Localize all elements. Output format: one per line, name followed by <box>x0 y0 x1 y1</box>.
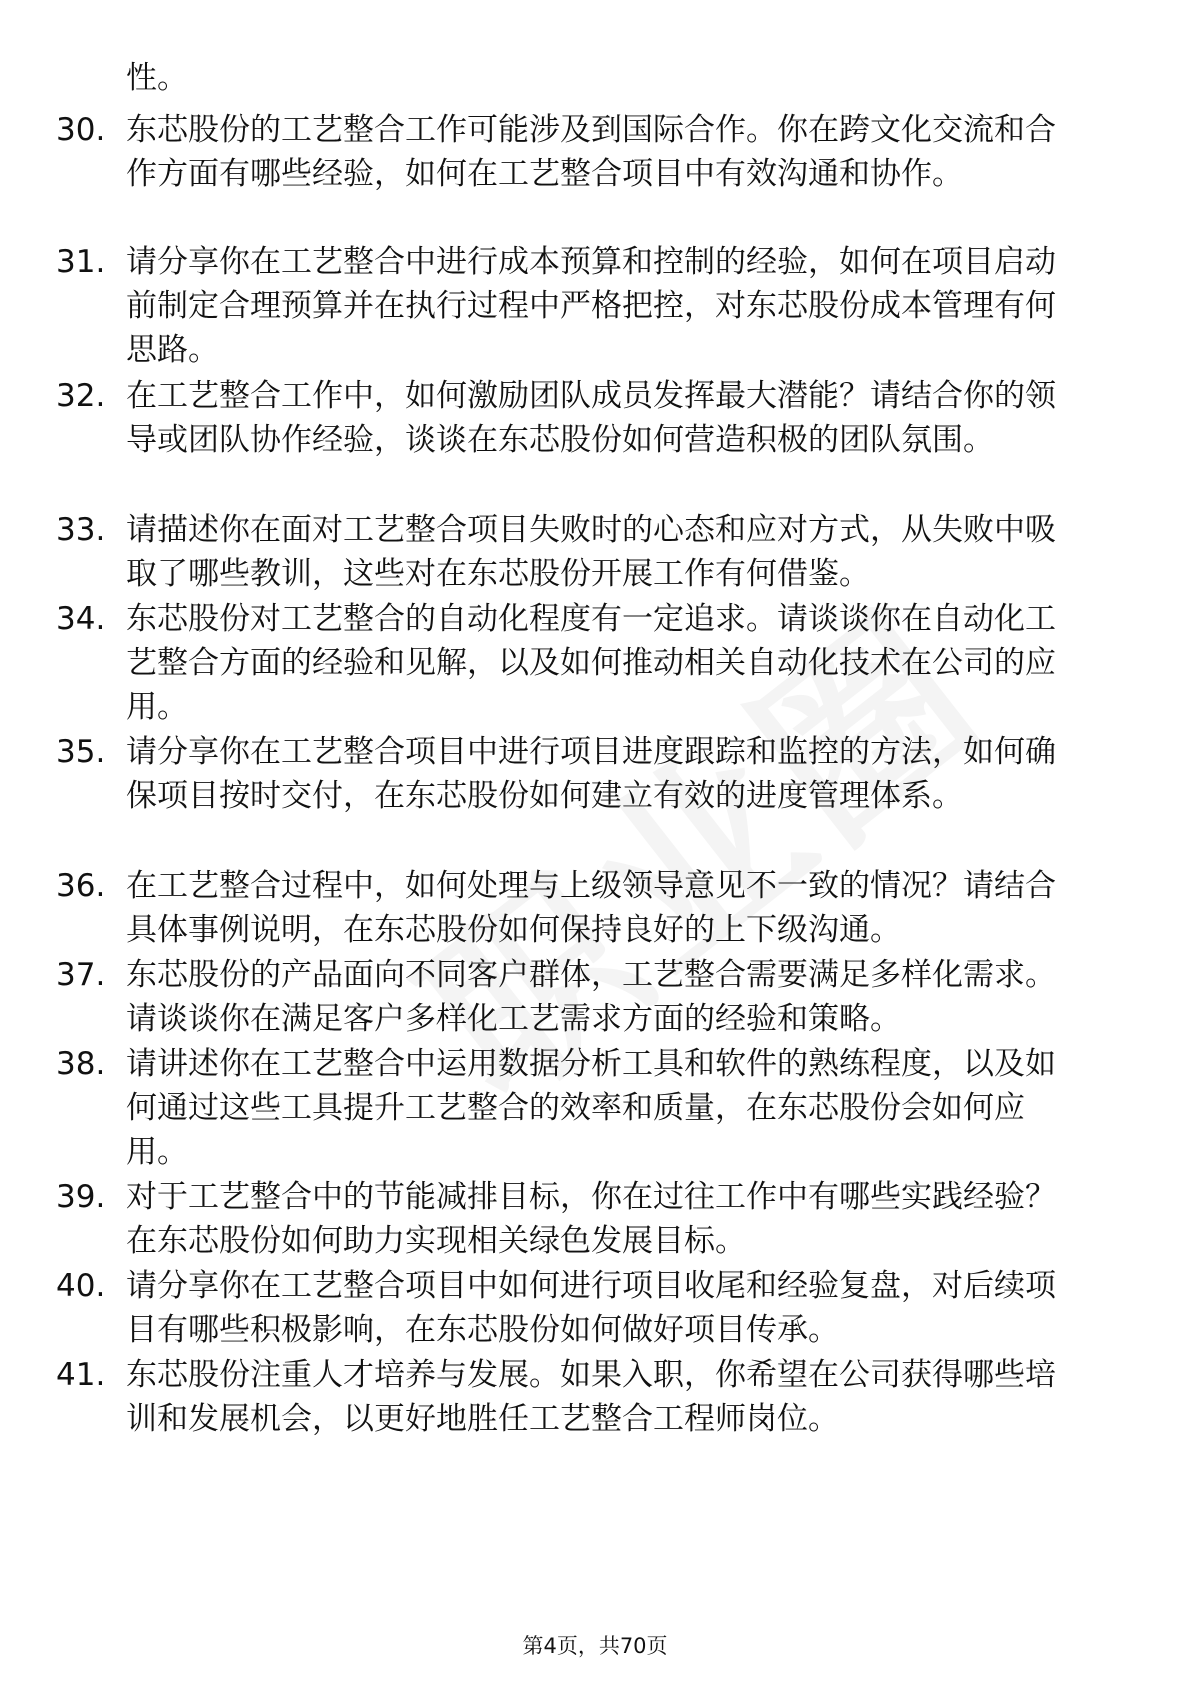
question-number: 33. <box>56 512 106 548</box>
question-text: 对于工艺整合中的节能减排目标，你在过往工作中有哪些实践经验？在东芯股份如何助力实现相关绿色发展目标。 <box>126 1179 1056 1259</box>
question-text: 东芯股份的工艺整合工作可能涉及到国际合作。你在跨文化交流和合作方面有哪些经验，如何在工艺整合项目中有效沟通和协作。 <box>126 112 1056 192</box>
question-text: 东芯股份对工艺整合的自动化程度有一定追求。请谈谈你在自动化工艺整合方面的经验和见解，以及如何推动相关自动化技术在公司的应用。 <box>126 601 1056 725</box>
question-number: 41. <box>56 1357 106 1393</box>
question-text: 东芯股份的产品面向不同客户群体，工艺整合需要满足多样化需求。请谈谈你在满足客户多样化工艺需求方面的经验和策略。 <box>126 957 1056 1037</box>
question-text: 东芯股份注重人才培养与发展。如果入职，你希望在公司获得哪些培训和发展机会，以更好地胜任工艺整合工程师岗位。 <box>126 1357 1056 1437</box>
question-text: 在工艺整合过程中，如何处理与上级领导意见不一致的情况？请结合具体事例说明，在东芯股份如何保持良好的上下级沟通。 <box>126 868 1056 948</box>
question-text: 请分享你在工艺整合项目中如何进行项目收尾和经验复盘，对后续项目有哪些积极影响，在东芯股份如何做好项目传承。 <box>126 1268 1056 1348</box>
question-number: 35. <box>56 734 106 770</box>
question-number: 32. <box>56 378 106 414</box>
question-text: 请分享你在工艺整合项目中进行项目进度跟踪和监控的方法，如何确保项目按时交付，在东芯股份如何建立有效的进度管理体系。 <box>126 734 1056 814</box>
question-number: 31. <box>56 244 106 280</box>
page-footer: 第4页，共70页 <box>522 1634 668 1658</box>
question-text: 请讲述你在工艺整合中运用数据分析工具和软件的熟练程度，以及如何通过这些工具提升工艺整合的效率和质量，在东芯股份会如何应用。 <box>126 1046 1056 1170</box>
question-number: 34. <box>56 601 106 637</box>
question-number: 39. <box>56 1179 106 1215</box>
question-number: 30. <box>56 112 106 148</box>
question-text: 在工艺整合工作中，如何激励团队成员发挥最大潜能？请结合你的领导或团队协作经验，谈谈在东芯股份如何营造积极的团队氛围。 <box>126 378 1056 458</box>
question-number: 37. <box>56 957 106 993</box>
question-number: 36. <box>56 868 106 904</box>
question-text: 请描述你在面对工艺整合项目失败时的心态和应对方式，从失败中吸取了哪些教训，这些对在东芯股份开展工作有何借鉴。 <box>126 512 1056 592</box>
question-number: 38. <box>56 1046 106 1082</box>
question-text: 请分享你在工艺整合中进行成本预算和控制的经验，如何在项目启动前制定合理预算并在执行过程中严格把控，对东芯股份成本管理有何思路。 <box>126 244 1056 368</box>
question-number: 40. <box>56 1268 106 1304</box>
continuation-text: 性。 <box>126 60 188 96</box>
